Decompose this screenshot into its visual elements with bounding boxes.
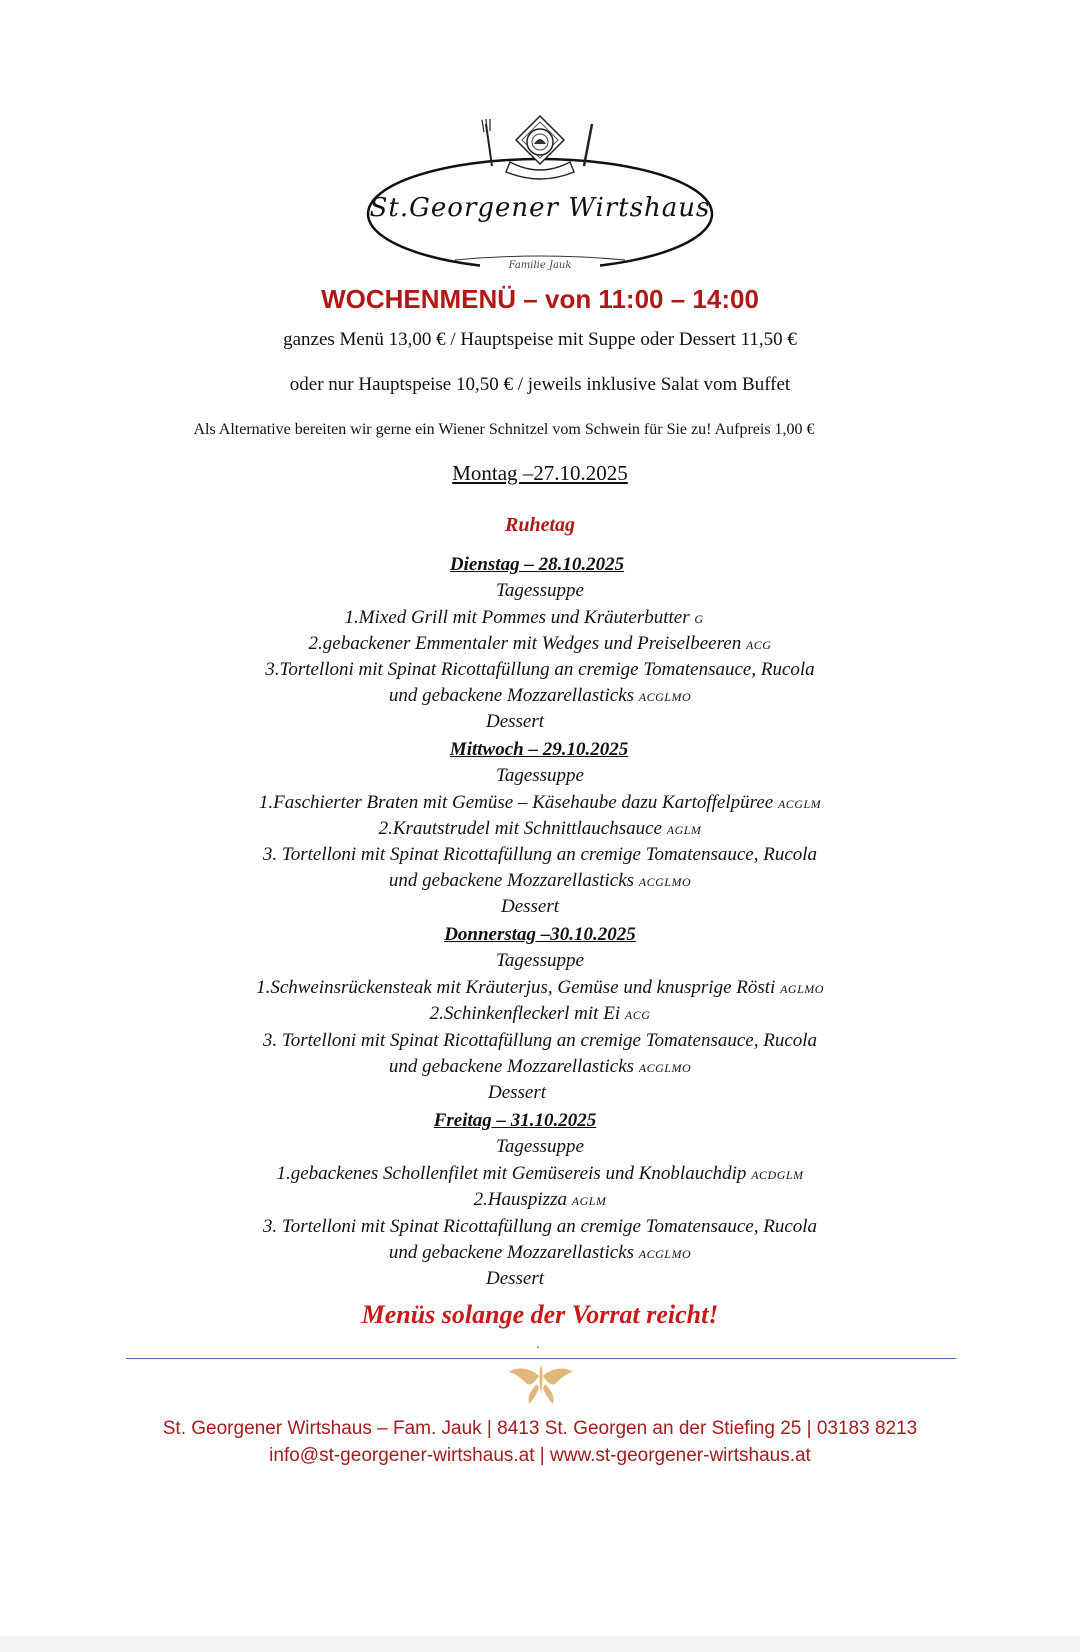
day-heading: Freitag – 31.10.2025 bbox=[433, 1110, 597, 1131]
alternative-note: Als Alternative bereiten wir gerne ein Wiener Schnitzel vom Schwein für Sie zu! Aufpreis 1,00 € bbox=[193, 421, 815, 438]
dish-name: 1.Mixed Grill mit Pommes und Kräuterbutter bbox=[344, 607, 690, 628]
dish-name: 2.Krautstrudel mit Schnittlauchsauce bbox=[378, 818, 662, 839]
logo-name: St.Georgener Wirtshaus bbox=[369, 193, 711, 223]
allergen-codes: AGLMO bbox=[780, 982, 824, 996]
menu-item bbox=[0, 977, 1080, 999]
dessert-item: Dessert bbox=[500, 896, 560, 917]
menu-item bbox=[0, 659, 1080, 681]
footer-divider bbox=[126, 1358, 956, 1359]
dish-name: und gebackene Mozzarellasticks bbox=[388, 1056, 635, 1077]
menu-title: WOCHENMENÜ – von 11:00 – 14:00 bbox=[321, 284, 759, 314]
menu-item bbox=[0, 844, 1080, 866]
menu-item bbox=[0, 1030, 1080, 1052]
leaf-ornament-icon bbox=[506, 1360, 576, 1408]
dish-name: 1.gebackenes Schollenfilet mit Gemüsereis und Knoblauchdip bbox=[276, 1163, 747, 1184]
dish-name: 3. Tortelloni mit Spinat Ricottafüllung an cremige Tomatensauce, Rucola bbox=[262, 1030, 818, 1051]
soup-item: Tagessuppe bbox=[496, 580, 584, 601]
allergen-codes: AGLM bbox=[571, 1194, 607, 1208]
allergen-codes: ACGLM bbox=[777, 797, 822, 811]
dish-name: und gebackene Mozzarellasticks bbox=[388, 870, 635, 891]
allergen-codes: ACDGLM bbox=[751, 1168, 804, 1182]
price-line-1: ganzes Menü 13,00 € / Hauptspeise mit Suppe oder Dessert 11,50 € bbox=[283, 329, 797, 350]
menu-item bbox=[0, 1056, 1080, 1078]
price-line-2: oder nur Hauptspeise 10,50 € / jeweils inklusive Salat vom Buffet bbox=[289, 374, 791, 395]
allergen-codes: ACGLMO bbox=[638, 875, 692, 889]
rest-day-note: Ruhetag bbox=[504, 514, 576, 536]
menu-item bbox=[0, 1163, 1080, 1185]
footer-address: St. Georgener Wirtshaus – Fam. Jauk | 8413 St. Georgen an der Stiefing 25 | 03183 8213 bbox=[162, 1418, 918, 1439]
dish-name: 2.gebackener Emmentaler mit Wedges und Preiselbeeren bbox=[308, 633, 742, 654]
menu-item bbox=[0, 1189, 1080, 1211]
logo-subline: Familie Jauk bbox=[480, 260, 600, 271]
allergen-codes: AGLM bbox=[666, 823, 702, 837]
allergen-codes: ACG bbox=[745, 638, 772, 652]
dessert-item: Dessert bbox=[485, 1268, 545, 1289]
allergen-codes: ACGLMO bbox=[638, 1061, 692, 1075]
day-heading: Mittwoch – 29.10.2025 bbox=[449, 739, 629, 760]
menu-item bbox=[0, 1216, 1080, 1238]
dish-name: 3. Tortelloni mit Spinat Ricottafüllung an cremige Tomatensauce, Rucola bbox=[262, 844, 818, 865]
dish-name: 2.Schinkenfleckerl mit Ei bbox=[429, 1003, 621, 1024]
menu-item bbox=[0, 870, 1080, 892]
menu-item bbox=[0, 792, 1080, 814]
soup-item: Tagessuppe bbox=[496, 765, 584, 786]
menu-item bbox=[0, 685, 1080, 707]
day-heading: Donnerstag –30.10.2025 bbox=[444, 924, 636, 945]
dish-name: 1.Schweinsrückensteak mit Kräuterjus, Gemüse und knusprige Rösti bbox=[256, 977, 776, 998]
separator-dot: . bbox=[536, 1337, 540, 1351]
availability-notice: Menüs solange der Vorrat reicht! bbox=[361, 1300, 719, 1329]
page-bottom-strip bbox=[0, 1636, 1080, 1652]
menu-item bbox=[0, 633, 1080, 655]
menu-item bbox=[0, 607, 1064, 629]
dessert-item: Dessert bbox=[485, 711, 545, 732]
dish-name: 3.Tortelloni mit Spinat Ricottafüllung an cremige Tomatensauce, Rucola bbox=[265, 659, 815, 680]
dish-name: 2.Hauspizza bbox=[473, 1189, 567, 1210]
soup-item: Tagessuppe bbox=[496, 950, 584, 971]
menu-item bbox=[0, 818, 1080, 840]
dish-name: 1.Faschierter Braten mit Gemüse – Käsehaube dazu Kartoffelpüree bbox=[258, 792, 774, 813]
dish-name: und gebackene Mozzarellasticks bbox=[388, 685, 635, 706]
day-heading: Dienstag – 28.10.2025 bbox=[449, 554, 625, 575]
restaurant-logo bbox=[360, 114, 720, 284]
menu-item bbox=[0, 1003, 1080, 1025]
dish-name: 3. Tortelloni mit Spinat Ricottafüllung an cremige Tomatensauce, Rucola bbox=[262, 1216, 818, 1237]
allergen-codes: ACGLMO bbox=[638, 1247, 692, 1261]
footer-contact: info@st-georgener-wirtshaus.at | www.st-georgener-wirtshaus.at bbox=[269, 1445, 811, 1466]
menu-item bbox=[0, 1242, 1080, 1264]
day-heading-monday: Montag –27.10.2025 bbox=[452, 461, 628, 485]
allergen-codes: G bbox=[694, 612, 704, 626]
soup-item: Tagessuppe bbox=[496, 1136, 584, 1157]
allergen-codes: ACGLMO bbox=[638, 690, 692, 704]
allergen-codes: ACG bbox=[624, 1008, 651, 1022]
dish-name: und gebackene Mozzarellasticks bbox=[388, 1242, 635, 1263]
dessert-item: Dessert bbox=[487, 1082, 547, 1103]
